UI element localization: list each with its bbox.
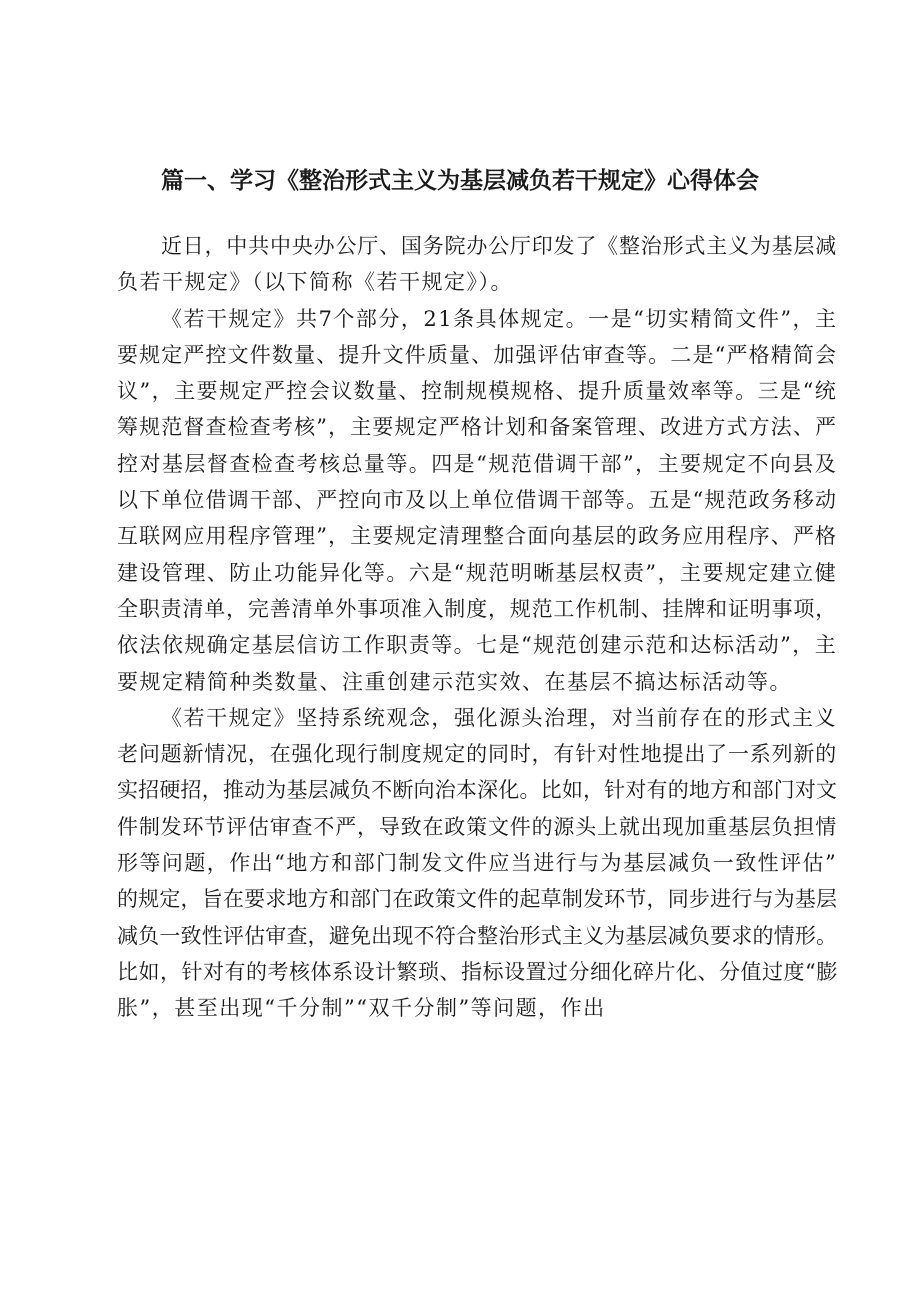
text-line: 实招硬招，推动为基层减负不断向治本深化。比如，针对有的地方和部门对文 [117, 778, 837, 803]
text-line: 件制发环节评估审查不严，导致在政策文件的源头上就出现加重基层负担情 [117, 814, 837, 839]
text-line: 负若干规定》（以下简称《若干规定》）。 [117, 270, 513, 295]
text-line: 互联网应用程序管理”，主要规定清理整合面向基层的政务应用程序、严格 [117, 524, 837, 549]
text-line: 建设管理、防止功能异化等。六是“规范明晰基层权责”，主要规定建立健 [117, 560, 837, 585]
text-line: 《若干规定》坚持系统观念，强化源头治理，对当前存在的形式主义 [161, 705, 837, 730]
text-line: 控对基层督查检查考核总量等。四是“规范借调干部”，主要规定不向县及 [117, 451, 837, 476]
text-line: 要规定严控文件数量、提升文件质量、加强评估审查等。二是“严格精简会 [117, 342, 837, 367]
text-line: 依法依规确定基层信访工作职责等。七是“规范创建示范和达标活动”，主 [117, 633, 837, 658]
text-line: 《若干规定》共7个部分，21条具体规定。一是“切实精简文件”，主 [161, 306, 838, 331]
text-line: 胀”，甚至出现“千分制”“双千分制”等问题，作出 [117, 996, 606, 1021]
document-body [117, 228, 837, 1027]
paragraph-2 [117, 301, 837, 700]
text-line: 议”，主要规定严控会议数量、控制规模规格、提升质量效率等。三是“统 [117, 379, 837, 404]
text-line: 要规定精简种类数量、注重创建示范实效、在基层不搞达标活动等。 [117, 669, 792, 694]
text-line: 筹规范督查检查考核”，主要规定严格计划和备案管理、改进方式方法、严 [117, 415, 837, 440]
text-line: 减负一致性评估审查，避免出现不符合整治形式主义为基层减负要求的情形。 [117, 923, 837, 948]
paragraph-1 [117, 228, 837, 301]
text-line: 形等问题，作出“地方和部门制发文件应当进行与为基层减负一致性评估” [117, 851, 837, 876]
text-line: 全职责清单，完善清单外事项准入制度，规范工作机制、挂牌和证明事项， [117, 596, 837, 621]
text-line: 的规定，旨在要求地方和部门在政策文件的起草制发环节，同步进行与为基层 [117, 887, 837, 912]
text-line: 以下单位借调干部、严控向市及以上单位借调干部等。五是“规范政务移动 [117, 488, 837, 513]
text-line: 比如，针对有的考核体系设计繁琐、指标设置过分细化碎片化、分值过度“膨 [117, 959, 838, 984]
text-line: 老问题新情况，在强化现行制度规定的同时，有针对性地提出了一系列新的 [117, 742, 837, 767]
document-title: 篇一、学习《整治形式主义为基层减负若干规定》心得体会 [161, 168, 759, 194]
paragraph-3 [117, 700, 837, 1027]
text-line: 近日，中共中央办公厅、国务院办公厅印发了《整治形式主义为基层减 [161, 234, 837, 258]
